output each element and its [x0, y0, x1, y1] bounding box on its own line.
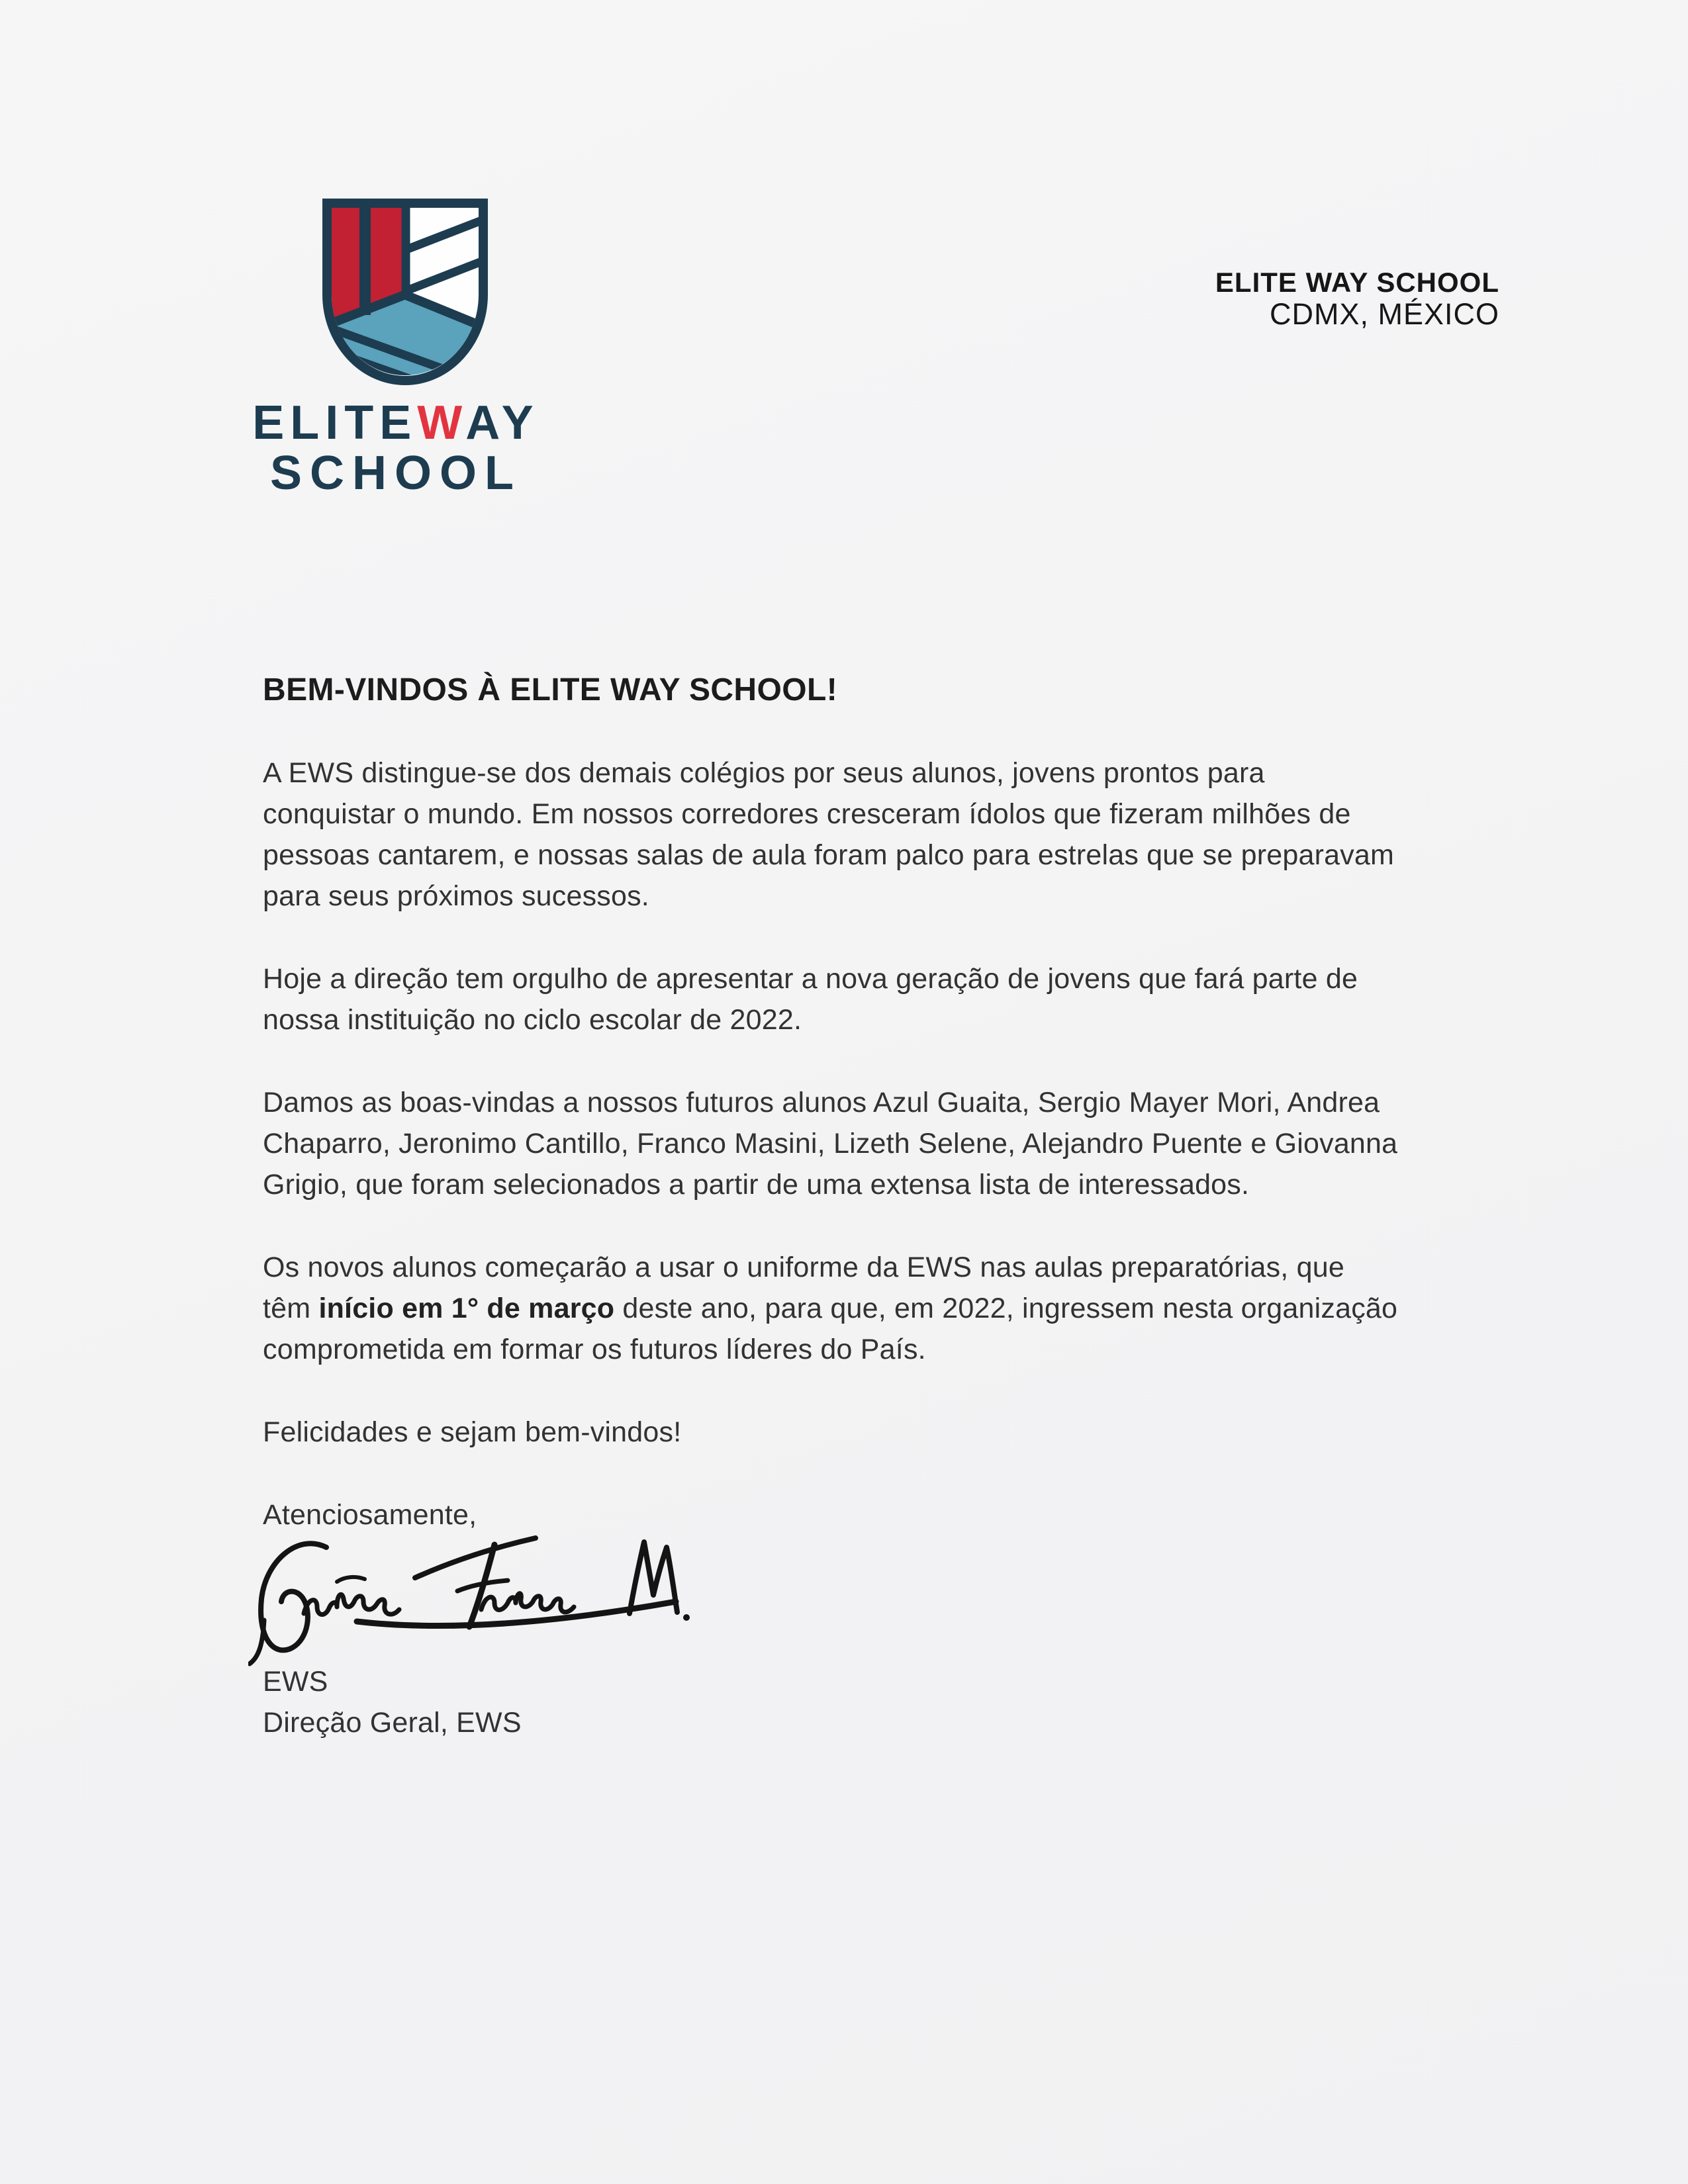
letterhead-org-name: ELITE WAY SCHOOL [1215, 267, 1499, 298]
letter-body [263, 670, 1454, 1743]
signoff-org: EWS [263, 1666, 328, 1698]
wordmark-ay: AY [465, 396, 539, 449]
logo-wordmark [246, 398, 545, 448]
bold-start-date: início em 1° de março [318, 1293, 615, 1324]
paragraph-4-line-2: têm [263, 1293, 319, 1324]
logo-wordmark-school: SCHOOL [269, 447, 522, 500]
closing-salutation: Atenciosamente, [263, 1499, 477, 1531]
wordmark-w-accent: W [417, 396, 466, 449]
paragraph-4-line-3: comprometida em formar os futuros líderes do País. [263, 1334, 926, 1365]
signature-block [263, 1535, 1454, 1661]
letterhead-location: CDMX, MÉXICO [1269, 297, 1499, 331]
letter-heading: BEM-VINDOS À ELITE WAY SCHOOL! [263, 672, 838, 707]
wordmark-elite: ELITE [252, 396, 418, 449]
paragraph-4-line-1: Os novos alunos começarão a usar o uniforme da EWS nas aulas preparatórias, que [263, 1251, 1344, 1283]
signoff-role: Direção Geral, EWS [263, 1707, 522, 1739]
handwritten-signature [248, 1527, 705, 1680]
paragraph-congrats: Felicidades e sejam bem-vindos! [263, 1416, 682, 1448]
paragraph-3: Damos as boas-vindas a nossos futuros alunos Azul Guaita, Sergio Mayer Mori, Andrea Chaparro, Jeronimo Cantillo, Franco Masini, Lizeth Selene, Alejandro Puente e Giovanna Grigio, que foram selecionados a partir de uma extensa lista de interessados. [263, 1087, 1398, 1201]
paragraph-4 [263, 1247, 1454, 1370]
paragraph-4-line-2-rest: deste ano, para que, em 2022, ingressem nesta organização [614, 1293, 1398, 1324]
paragraph-2: Hoje a direção tem orgulho de apresentar a nova geração de jovens que fará parte de nossa instituição no ciclo escolar de 2022. [263, 963, 1358, 1036]
school-crest-icon [322, 198, 489, 387]
letterhead [1215, 267, 1499, 330]
paragraph-1: A EWS distingue-se dos demais colégios por seus alunos, jovens prontos para conquistar o mundo. Em nossos corredores cresceram ídolos que fizeram milhões de pessoas cantarem, e nossas salas de aula foram palco para estrelas que se preparavam para seus próximos sucessos. [263, 757, 1395, 912]
